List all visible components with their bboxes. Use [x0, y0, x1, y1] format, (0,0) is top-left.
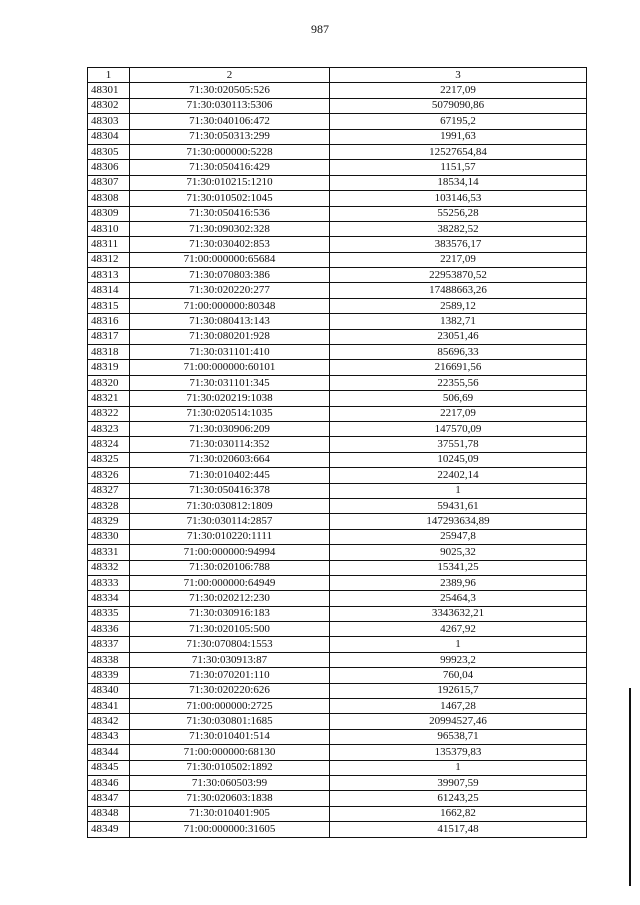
cadastral-number-cell: 71:30:010215:1210 — [130, 175, 330, 190]
cadastral-number-cell: 71:30:070201:110 — [130, 668, 330, 683]
cadastral-number-cell: 71:30:031101:410 — [130, 345, 330, 360]
table-row — [88, 237, 587, 252]
row-number-cell: 48327 — [88, 483, 130, 498]
cadastral-number-cell: 71:30:080413:143 — [130, 314, 330, 329]
row-number-cell: 48341 — [88, 699, 130, 714]
cadastral-number-cell: 71:30:020505:526 — [130, 83, 330, 98]
row-number-cell: 48328 — [88, 498, 130, 513]
cadastral-value-cell: 22953870,52 — [330, 268, 587, 283]
table-row — [88, 514, 587, 529]
row-number-cell: 48319 — [88, 360, 130, 375]
table-row — [88, 421, 587, 436]
row-number-cell: 48321 — [88, 391, 130, 406]
table-row — [88, 760, 587, 775]
header-row — [88, 68, 587, 83]
table-row — [88, 791, 587, 806]
table-row — [88, 391, 587, 406]
scan-edge-line — [629, 688, 631, 886]
row-number-cell: 48329 — [88, 514, 130, 529]
cadastral-value-cell: 41517,48 — [330, 822, 587, 837]
table-body — [88, 83, 587, 837]
cadastral-number-cell: 71:30:030906:209 — [130, 421, 330, 436]
cadastral-value-cell: 1662,82 — [330, 806, 587, 821]
cadastral-number-cell: 71:30:030114:352 — [130, 437, 330, 452]
table-row — [88, 329, 587, 344]
column-header-2: 2 — [130, 68, 330, 83]
row-number-cell: 48340 — [88, 683, 130, 698]
cadastral-number-cell: 71:30:030801:1685 — [130, 714, 330, 729]
cadastral-value-cell: 55256,28 — [330, 206, 587, 221]
table-row — [88, 822, 587, 837]
table-row — [88, 714, 587, 729]
row-number-cell: 48314 — [88, 283, 130, 298]
row-number-cell: 48346 — [88, 775, 130, 790]
table-row — [88, 144, 587, 159]
cadastral-value-cell: 10245,09 — [330, 452, 587, 467]
table-row — [88, 345, 587, 360]
cadastral-number-cell: 71:00:000000:2725 — [130, 699, 330, 714]
cadastral-value-cell: 5079090,86 — [330, 98, 587, 113]
cadastral-number-cell: 71:30:040106:472 — [130, 114, 330, 129]
cadastral-number-cell: 71:30:030812:1809 — [130, 498, 330, 513]
cadastral-value-cell: 39907,59 — [330, 775, 587, 790]
cadastral-number-cell: 71:30:031101:345 — [130, 375, 330, 390]
row-number-cell: 48336 — [88, 622, 130, 637]
row-number-cell: 48331 — [88, 545, 130, 560]
table-row — [88, 606, 587, 621]
cadastral-number-cell: 71:30:030913:87 — [130, 652, 330, 667]
cadastral-number-cell: 71:30:030113:5306 — [130, 98, 330, 113]
row-number-cell: 48310 — [88, 221, 130, 236]
cadastral-value-cell: 23051,46 — [330, 329, 587, 344]
row-number-cell: 48333 — [88, 575, 130, 590]
cadastral-number-cell: 71:30:020212:230 — [130, 591, 330, 606]
row-number-cell: 48348 — [88, 806, 130, 821]
table-row — [88, 298, 587, 313]
cadastral-value-cell: 17488663,26 — [330, 283, 587, 298]
cadastral-value-cell: 1991,63 — [330, 129, 587, 144]
cadastral-value-cell: 1382,71 — [330, 314, 587, 329]
column-header-3: 3 — [330, 68, 587, 83]
row-number-cell: 48323 — [88, 421, 130, 436]
cadastral-number-cell: 71:00:000000:60101 — [130, 360, 330, 375]
row-number-cell: 48315 — [88, 298, 130, 313]
cadastral-value-cell: 2217,09 — [330, 83, 587, 98]
table-row — [88, 98, 587, 113]
cadastral-number-cell: 71:30:070804:1553 — [130, 637, 330, 652]
cadastral-number-cell: 71:30:030114:2857 — [130, 514, 330, 529]
cadastral-value-cell: 3343632,21 — [330, 606, 587, 621]
cadastral-value-cell: 1 — [330, 637, 587, 652]
table-row — [88, 360, 587, 375]
cadastral-number-cell: 71:30:030916:183 — [130, 606, 330, 621]
cadastral-number-cell: 71:30:020219:1038 — [130, 391, 330, 406]
table-row — [88, 483, 587, 498]
table-row — [88, 775, 587, 790]
cadastral-value-cell: 67195,2 — [330, 114, 587, 129]
cadastral-value-cell: 12527654,84 — [330, 144, 587, 159]
cadastral-number-cell: 71:30:070803:386 — [130, 268, 330, 283]
cadastral-number-cell: 71:30:020105:500 — [130, 622, 330, 637]
table-row — [88, 406, 587, 421]
table-header — [88, 68, 587, 83]
cadastral-value-cell: 22402,14 — [330, 468, 587, 483]
cadastral-number-cell: 71:00:000000:94994 — [130, 545, 330, 560]
row-number-cell: 48304 — [88, 129, 130, 144]
cadastral-value-cell: 103146,53 — [330, 191, 587, 206]
cadastral-number-cell: 71:30:060503:99 — [130, 775, 330, 790]
table-row — [88, 437, 587, 452]
cadastral-value-cell: 25464,3 — [330, 591, 587, 606]
cadastral-number-cell: 71:30:010502:1045 — [130, 191, 330, 206]
cadastral-value-cell: 2217,09 — [330, 406, 587, 421]
row-number-cell: 48309 — [88, 206, 130, 221]
row-number-cell: 48322 — [88, 406, 130, 421]
table-row — [88, 652, 587, 667]
cadastral-value-cell: 1 — [330, 760, 587, 775]
row-number-cell: 48345 — [88, 760, 130, 775]
table-row — [88, 699, 587, 714]
cadastral-number-cell: 71:30:020106:788 — [130, 560, 330, 575]
table-row — [88, 83, 587, 98]
table-row — [88, 545, 587, 560]
cadastral-number-cell: 71:30:010220:1111 — [130, 529, 330, 544]
row-number-cell: 48344 — [88, 745, 130, 760]
table-row — [88, 114, 587, 129]
row-number-cell: 48311 — [88, 237, 130, 252]
cadastral-value-cell: 135379,83 — [330, 745, 587, 760]
row-number-cell: 48332 — [88, 560, 130, 575]
cadastral-value-cell: 2389,96 — [330, 575, 587, 590]
cadastral-number-cell: 71:30:020603:664 — [130, 452, 330, 467]
table-row — [88, 729, 587, 744]
cadastral-value-cell: 147570,09 — [330, 421, 587, 436]
table-row — [88, 160, 587, 175]
row-number-cell: 48312 — [88, 252, 130, 267]
cadastral-value-cell: 760,04 — [330, 668, 587, 683]
table-row — [88, 591, 587, 606]
table-row — [88, 745, 587, 760]
cadastral-value-cell: 216691,56 — [330, 360, 587, 375]
cadastral-value-cell: 15341,25 — [330, 560, 587, 575]
cadastral-value-cell: 96538,71 — [330, 729, 587, 744]
table-row — [88, 268, 587, 283]
row-number-cell: 48306 — [88, 160, 130, 175]
cadastral-number-cell: 71:30:050416:378 — [130, 483, 330, 498]
cadastral-number-cell: 71:30:000000:5228 — [130, 144, 330, 159]
table-row — [88, 575, 587, 590]
table-row — [88, 129, 587, 144]
table-row — [88, 314, 587, 329]
row-number-cell: 48339 — [88, 668, 130, 683]
cadastral-number-cell: 71:30:030402:853 — [130, 237, 330, 252]
cadastral-value-cell: 2589,12 — [330, 298, 587, 313]
table-row — [88, 622, 587, 637]
row-number-cell: 48305 — [88, 144, 130, 159]
cadastral-number-cell: 71:30:010401:514 — [130, 729, 330, 744]
table-row — [88, 452, 587, 467]
cadastral-number-cell: 71:30:020603:1838 — [130, 791, 330, 806]
cadastral-value-cell: 22355,56 — [330, 375, 587, 390]
row-number-cell: 48347 — [88, 791, 130, 806]
cadastral-value-cell: 59431,61 — [330, 498, 587, 513]
cadastral-value-cell: 1 — [330, 483, 587, 498]
table-row — [88, 560, 587, 575]
cadastral-value-cell: 1151,57 — [330, 160, 587, 175]
table-row — [88, 221, 587, 236]
row-number-cell: 48302 — [88, 98, 130, 113]
row-number-cell: 48335 — [88, 606, 130, 621]
cadastral-number-cell: 71:30:020220:277 — [130, 283, 330, 298]
cadastral-value-cell: 18534,14 — [330, 175, 587, 190]
table-row — [88, 683, 587, 698]
cadastral-value-cell: 99923,2 — [330, 652, 587, 667]
cadastral-value-cell: 506,69 — [330, 391, 587, 406]
page-number: 987 — [311, 22, 329, 36]
cadastral-value-cell: 85696,33 — [330, 345, 587, 360]
row-number-cell: 48316 — [88, 314, 130, 329]
row-number-cell: 48320 — [88, 375, 130, 390]
cadastral-value-cell: 20994527,46 — [330, 714, 587, 729]
cadastral-value-cell: 4267,92 — [330, 622, 587, 637]
row-number-cell: 48313 — [88, 268, 130, 283]
table-row — [88, 498, 587, 513]
cadastral-number-cell: 71:00:000000:80348 — [130, 298, 330, 313]
cadastral-value-cell: 38282,52 — [330, 221, 587, 236]
cadastral-number-cell: 71:00:000000:65684 — [130, 252, 330, 267]
table-row — [88, 206, 587, 221]
cadastral-value-cell: 2217,09 — [330, 252, 587, 267]
cadastral-number-cell: 71:30:010401:905 — [130, 806, 330, 821]
row-number-cell: 48301 — [88, 83, 130, 98]
row-number-cell: 48308 — [88, 191, 130, 206]
cadastral-value-table — [87, 67, 587, 838]
cadastral-number-cell: 71:30:020514:1035 — [130, 406, 330, 421]
cadastral-value-cell: 61243,25 — [330, 791, 587, 806]
table-row — [88, 375, 587, 390]
cadastral-number-cell: 71:30:020220:626 — [130, 683, 330, 698]
row-number-cell: 48334 — [88, 591, 130, 606]
row-number-cell: 48325 — [88, 452, 130, 467]
cadastral-number-cell: 71:30:010502:1892 — [130, 760, 330, 775]
row-number-cell: 48342 — [88, 714, 130, 729]
table-row — [88, 529, 587, 544]
row-number-cell: 48349 — [88, 822, 130, 837]
cadastral-number-cell: 71:30:050313:299 — [130, 129, 330, 144]
cadastral-number-cell: 71:30:080201:928 — [130, 329, 330, 344]
row-number-cell: 48324 — [88, 437, 130, 452]
cadastral-value-cell: 25947,8 — [330, 529, 587, 544]
cadastral-number-cell: 71:30:090302:328 — [130, 221, 330, 236]
cadastral-number-cell: 71:00:000000:64949 — [130, 575, 330, 590]
row-number-cell: 48307 — [88, 175, 130, 190]
table-row — [88, 668, 587, 683]
cadastral-number-cell: 71:30:050416:429 — [130, 160, 330, 175]
table-row — [88, 175, 587, 190]
table-row — [88, 468, 587, 483]
table-row — [88, 191, 587, 206]
cadastral-value-cell: 192615,7 — [330, 683, 587, 698]
cadastral-value-cell: 147293634,89 — [330, 514, 587, 529]
table-row — [88, 252, 587, 267]
row-number-cell: 48343 — [88, 729, 130, 744]
cadastral-number-cell: 71:30:010402:445 — [130, 468, 330, 483]
row-number-cell: 48317 — [88, 329, 130, 344]
row-number-cell: 48318 — [88, 345, 130, 360]
column-header-1: 1 — [88, 68, 130, 83]
row-number-cell: 48330 — [88, 529, 130, 544]
table-row — [88, 637, 587, 652]
table-row — [88, 283, 587, 298]
cadastral-value-cell: 1467,28 — [330, 699, 587, 714]
cadastral-number-cell: 71:00:000000:31605 — [130, 822, 330, 837]
cadastral-value-cell: 383576,17 — [330, 237, 587, 252]
row-number-cell: 48338 — [88, 652, 130, 667]
row-number-cell: 48337 — [88, 637, 130, 652]
cadastral-number-cell: 71:00:000000:68130 — [130, 745, 330, 760]
table-row — [88, 806, 587, 821]
row-number-cell: 48303 — [88, 114, 130, 129]
cadastral-value-cell: 37551,78 — [330, 437, 587, 452]
row-number-cell: 48326 — [88, 468, 130, 483]
cadastral-value-cell: 9025,32 — [330, 545, 587, 560]
cadastral-number-cell: 71:30:050416:536 — [130, 206, 330, 221]
